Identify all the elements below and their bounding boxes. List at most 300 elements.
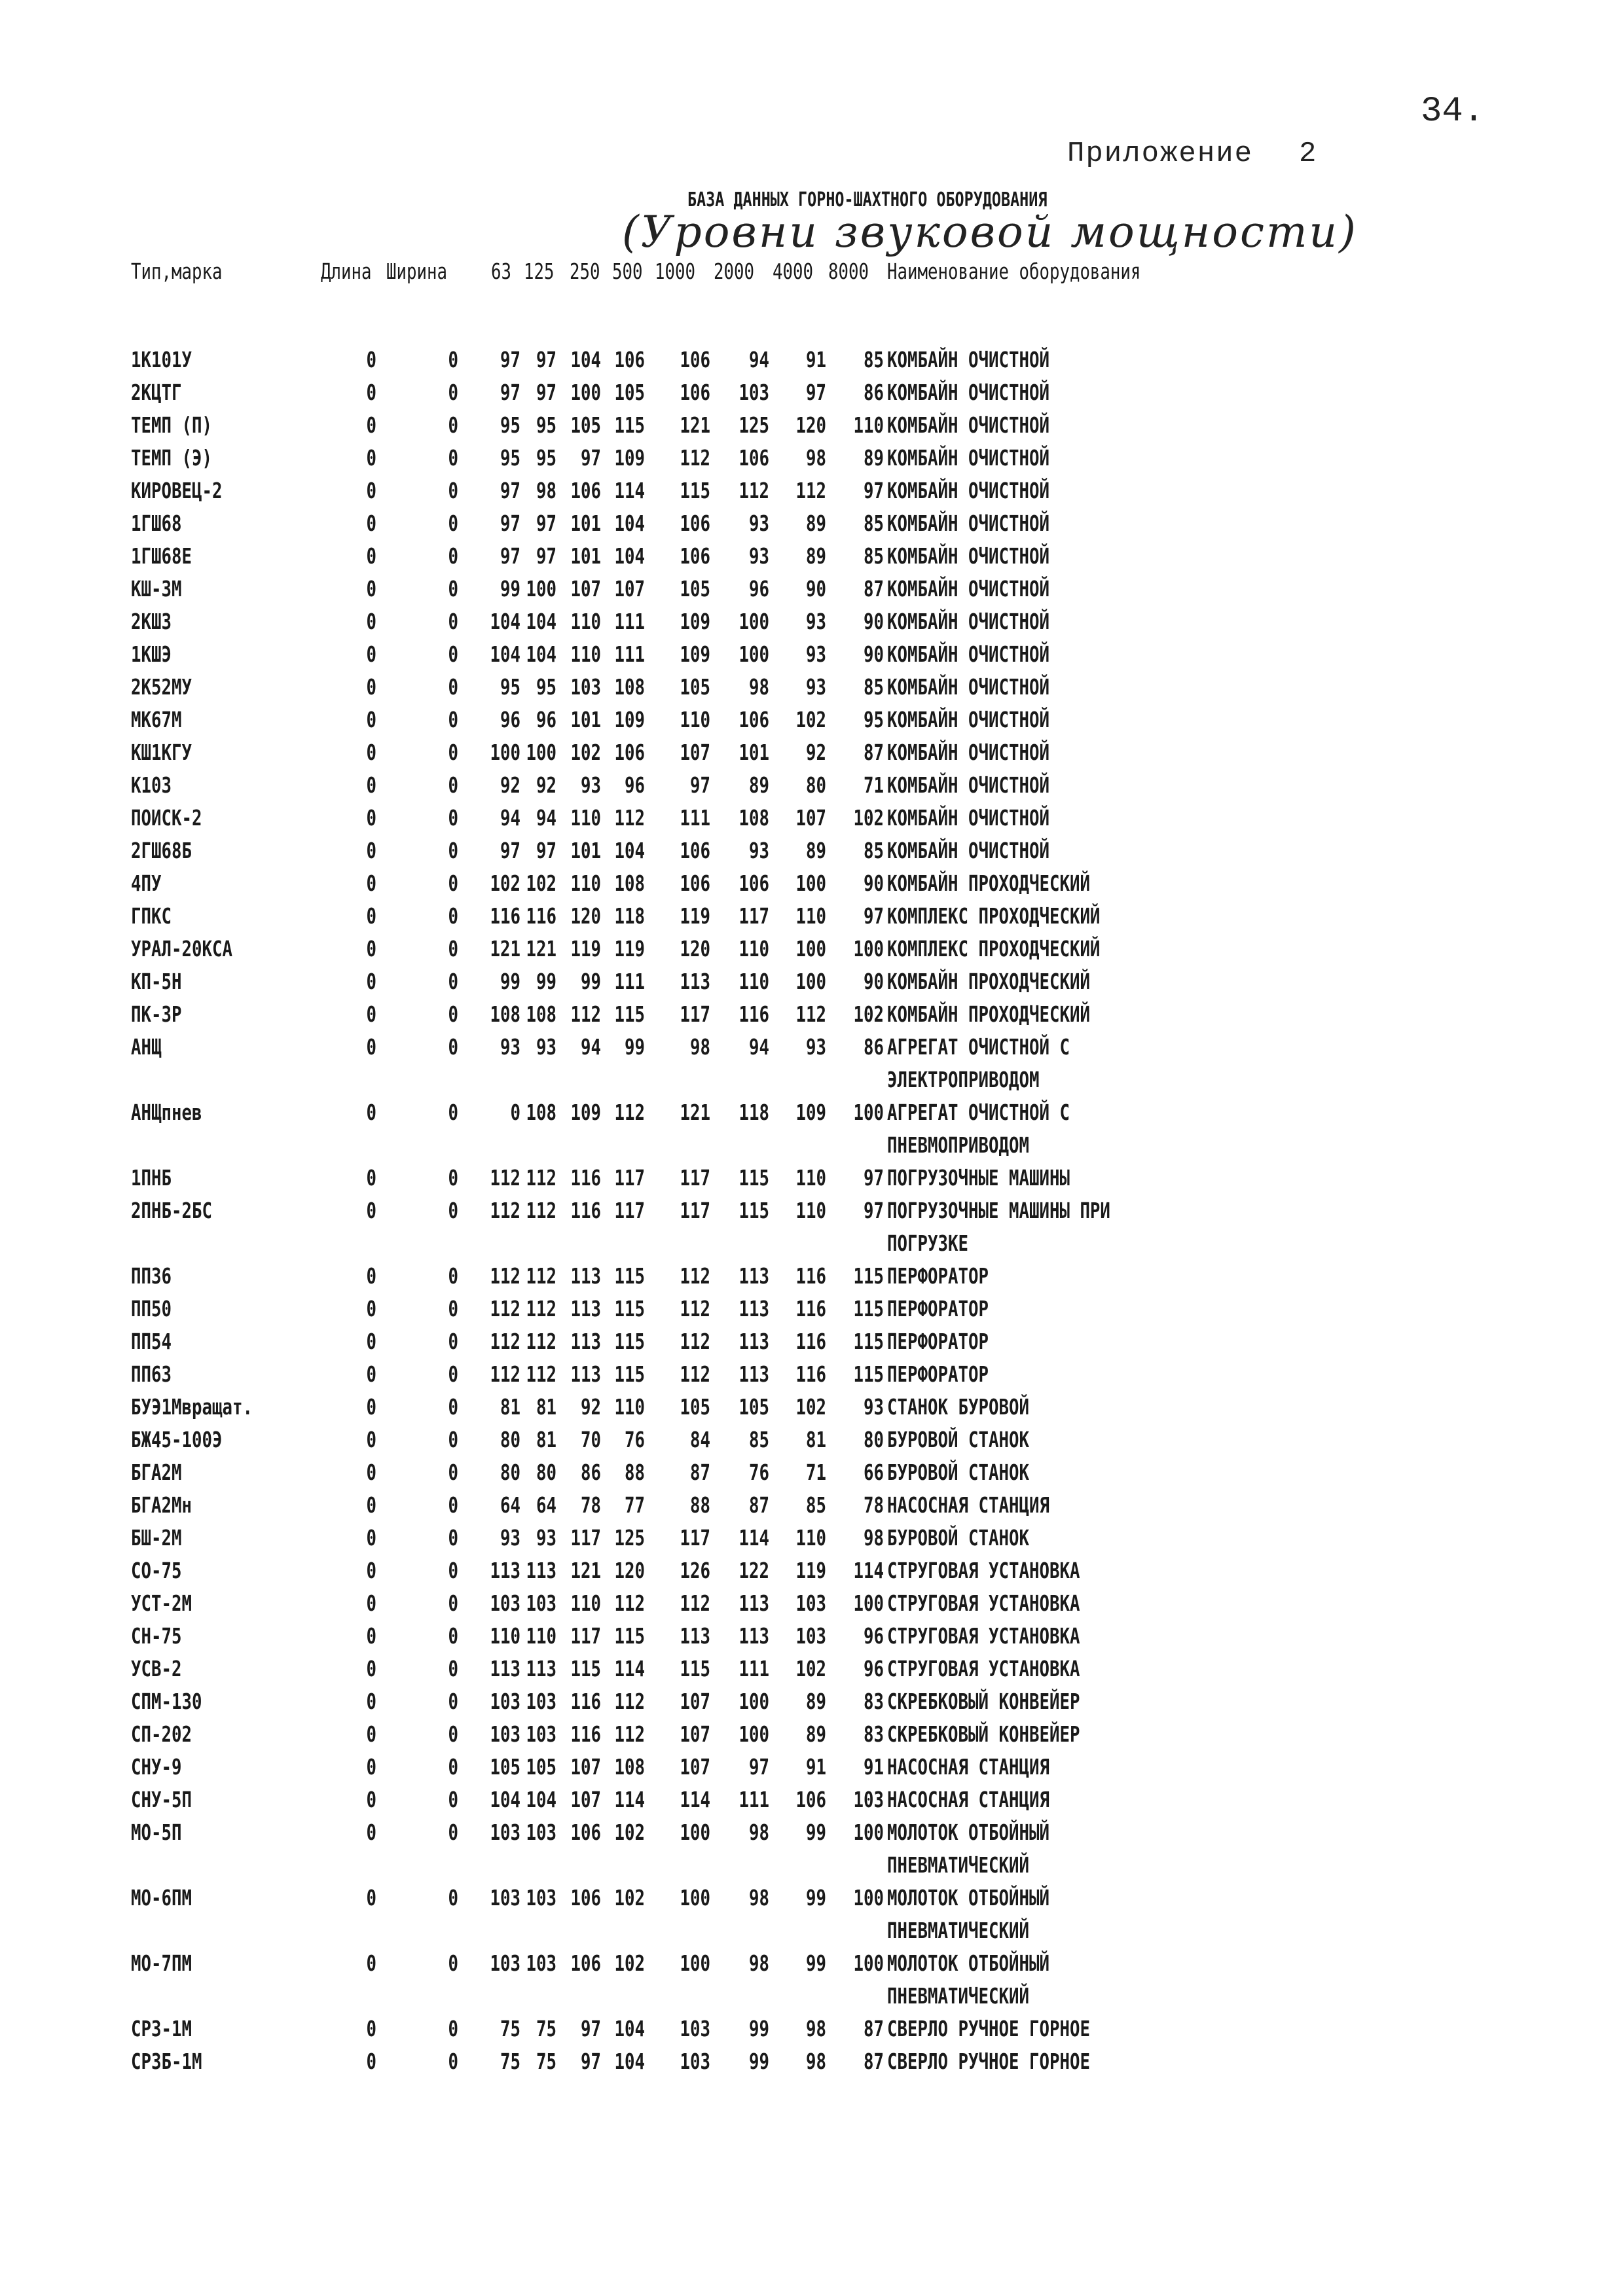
cell-level: 110 xyxy=(795,1198,826,1223)
cell-level: 93 xyxy=(805,1034,826,1060)
cell-type: СПМ-130 xyxy=(131,1689,202,1714)
cell-level: 117 xyxy=(570,1525,601,1551)
header-freq-250: 250 xyxy=(570,259,600,284)
cell-level: 89 xyxy=(805,1689,826,1714)
cell-level: 108 xyxy=(526,1001,556,1027)
cell-level: 110 xyxy=(680,707,710,732)
cell-level: 95 xyxy=(536,445,556,471)
table-row xyxy=(0,2016,1623,2049)
table-row xyxy=(0,445,1623,478)
cell-level: 112 xyxy=(526,1361,556,1387)
cell-name: СВЕРЛО РУЧНОЕ ГОРНОЕ xyxy=(887,2016,1090,2041)
cell-level: 113 xyxy=(739,1623,769,1649)
cell-level: 112 xyxy=(795,1001,826,1027)
cell-level: 89 xyxy=(805,511,826,536)
cell-level: 80 xyxy=(500,1460,520,1485)
cell-level: 66 xyxy=(863,1460,884,1485)
cell-level: 99 xyxy=(580,969,601,994)
cell-name: КОМБАЙН ОЧИСТНОЙ xyxy=(887,445,1049,471)
cell-level: 117 xyxy=(680,1165,710,1191)
cell-name: МОЛОТОК ОТБОЙНЫЙ xyxy=(887,1885,1049,1910)
table-row xyxy=(0,1100,1623,1158)
cell-level: 110 xyxy=(526,1623,556,1649)
cell-level: 111 xyxy=(614,641,645,667)
cell-length: 0 xyxy=(366,1885,376,1910)
cell-level: 102 xyxy=(795,1394,826,1420)
cell-type: СРЗБ-1М xyxy=(131,2049,202,2074)
cell-width: 0 xyxy=(448,1198,458,1223)
cell-level: 103 xyxy=(795,1590,826,1616)
cell-level: 114 xyxy=(614,1656,645,1681)
cell-level: 106 xyxy=(680,543,710,569)
cell-length: 0 xyxy=(366,1525,376,1551)
cell-level: 116 xyxy=(490,903,520,929)
cell-level: 112 xyxy=(739,478,769,503)
cell-level: 100 xyxy=(795,969,826,994)
cell-width: 0 xyxy=(448,543,458,569)
cell-level: 94 xyxy=(748,347,769,372)
cell-width: 0 xyxy=(448,1492,458,1518)
cell-level: 85 xyxy=(863,543,884,569)
cell-level: 97 xyxy=(500,347,520,372)
cell-level: 97 xyxy=(500,511,520,536)
cell-level: 112 xyxy=(680,445,710,471)
cell-type: БГА2М xyxy=(131,1460,182,1485)
cell-length: 0 xyxy=(366,1001,376,1027)
table-row xyxy=(0,1361,1623,1394)
cell-level: 75 xyxy=(500,2016,520,2041)
cell-level: 112 xyxy=(680,1263,710,1289)
cell-name: АГРЕГАТ ОЧИСТНОЙ С xyxy=(887,1034,1070,1060)
cell-name: МОЛОТОК ОТБОЙНЫЙ xyxy=(887,1820,1049,1845)
cell-level: 113 xyxy=(570,1329,601,1354)
cell-level: 113 xyxy=(739,1329,769,1354)
cell-length: 0 xyxy=(366,805,376,831)
cell-level: 117 xyxy=(614,1165,645,1191)
header-freq-63: 63 xyxy=(491,259,512,284)
cell-type: 1КШЭ xyxy=(131,641,172,667)
cell-level: 122 xyxy=(739,1558,769,1583)
cell-level: 115 xyxy=(853,1361,884,1387)
cell-type: ПП63 xyxy=(131,1361,172,1387)
cell-level: 96 xyxy=(863,1623,884,1649)
table-row xyxy=(0,1001,1623,1034)
cell-name: КОМБАЙН ОЧИСТНОЙ xyxy=(887,772,1049,798)
table-row xyxy=(0,740,1623,772)
cell-name: КОМБАЙН ОЧИСТНОЙ xyxy=(887,740,1049,765)
cell-level: 98 xyxy=(689,1034,710,1060)
cell-level: 113 xyxy=(680,969,710,994)
cell-width: 0 xyxy=(448,1787,458,1812)
cell-level: 93 xyxy=(536,1034,556,1060)
cell-name: ПОГРУЗОЧНЫЕ МАШИНЫ xyxy=(887,1165,1070,1191)
cell-name: СТРУГОВАЯ УСТАНОВКА xyxy=(887,1590,1080,1616)
header-freq-4000: 4000 xyxy=(773,259,813,284)
cell-length: 0 xyxy=(366,1427,376,1452)
cell-level: 85 xyxy=(805,1492,826,1518)
handwritten-subtitle: (Уровни звуковой мощности) xyxy=(622,207,1358,257)
cell-width: 0 xyxy=(448,1754,458,1780)
cell-name: НАСОСНАЯ СТАНЦИЯ xyxy=(887,1787,1049,1812)
cell-level: 98 xyxy=(805,2016,826,2041)
cell-name: КОМПЛЕКС ПРОХОДЧЕСКИЙ xyxy=(887,936,1101,961)
cell-name: КОМБАЙН ОЧИСТНОЙ xyxy=(887,576,1049,601)
cell-level: 114 xyxy=(739,1525,769,1551)
cell-level: 85 xyxy=(863,838,884,863)
cell-level: 112 xyxy=(614,1689,645,1714)
cell-level: 113 xyxy=(490,1656,520,1681)
cell-level: 112 xyxy=(526,1198,556,1223)
cell-level: 99 xyxy=(805,1820,826,1845)
cell-type: 1ПНБ xyxy=(131,1165,172,1191)
table-row xyxy=(0,936,1623,969)
cell-level: 94 xyxy=(748,1034,769,1060)
cell-level: 103 xyxy=(490,1950,520,1976)
cell-type: МК67М xyxy=(131,707,182,732)
cell-level: 106 xyxy=(795,1787,826,1812)
cell-level: 104 xyxy=(570,347,601,372)
cell-level: 75 xyxy=(536,2049,556,2074)
cell-level: 98 xyxy=(748,674,769,700)
cell-type: КП-5Н xyxy=(131,969,182,994)
cell-level: 100 xyxy=(526,576,556,601)
cell-level: 97 xyxy=(536,838,556,863)
cell-level: 100 xyxy=(853,1950,884,1976)
cell-width: 0 xyxy=(448,2016,458,2041)
cell-name-continued: ПНЕВМАТИЧЕСКИЙ xyxy=(887,1918,1029,1943)
cell-level: 112 xyxy=(614,1100,645,1125)
cell-level: 75 xyxy=(536,2016,556,2041)
cell-level: 120 xyxy=(680,936,710,961)
cell-level: 97 xyxy=(500,543,520,569)
cell-level: 104 xyxy=(614,511,645,536)
header-freq-500: 500 xyxy=(612,259,643,284)
cell-level: 93 xyxy=(805,609,826,634)
cell-level: 117 xyxy=(614,1198,645,1223)
cell-length: 0 xyxy=(366,969,376,994)
table-row xyxy=(0,1165,1623,1198)
cell-level: 106 xyxy=(680,347,710,372)
cell-type: ПК-3Р xyxy=(131,1001,182,1027)
cell-level: 115 xyxy=(614,1361,645,1387)
cell-length: 0 xyxy=(366,1329,376,1354)
cell-level: 113 xyxy=(570,1361,601,1387)
cell-length: 0 xyxy=(366,412,376,438)
cell-level: 112 xyxy=(526,1296,556,1321)
cell-level: 116 xyxy=(795,1263,826,1289)
cell-level: 87 xyxy=(863,576,884,601)
cell-level: 0 xyxy=(510,1100,520,1125)
cell-level: 105 xyxy=(680,674,710,700)
cell-level: 78 xyxy=(580,1492,601,1518)
cell-type: СРЗ-1М xyxy=(131,2016,192,2041)
cell-type: СНУ-9 xyxy=(131,1754,182,1780)
cell-level: 107 xyxy=(680,740,710,765)
cell-level: 107 xyxy=(680,1689,710,1714)
cell-level: 97 xyxy=(805,380,826,405)
cell-width: 0 xyxy=(448,478,458,503)
cell-level: 100 xyxy=(853,1820,884,1845)
cell-level: 87 xyxy=(863,2049,884,2074)
cell-level: 105 xyxy=(490,1754,520,1780)
cell-name: КОМБАЙН ОЧИСТНОЙ xyxy=(887,707,1049,732)
cell-level: 112 xyxy=(680,1590,710,1616)
cell-level: 89 xyxy=(805,543,826,569)
cell-level: 112 xyxy=(490,1198,520,1223)
cell-level: 94 xyxy=(580,1034,601,1060)
table-row xyxy=(0,1656,1623,1689)
cell-type: ПП36 xyxy=(131,1263,172,1289)
cell-name-continued: ПНЕВМАТИЧЕСКИЙ xyxy=(887,1983,1029,2009)
cell-level: 113 xyxy=(739,1263,769,1289)
cell-level: 112 xyxy=(680,1296,710,1321)
cell-type: ГПКС xyxy=(131,903,172,929)
cell-level: 113 xyxy=(526,1558,556,1583)
cell-level: 115 xyxy=(680,478,710,503)
cell-level: 103 xyxy=(526,1950,556,1976)
cell-level: 115 xyxy=(614,412,645,438)
cell-level: 96 xyxy=(536,707,556,732)
cell-name: ПЕРФОРАТОР xyxy=(887,1296,989,1321)
cell-level: 103 xyxy=(680,2016,710,2041)
cell-level: 106 xyxy=(739,445,769,471)
cell-level: 106 xyxy=(570,1885,601,1910)
cell-level: 110 xyxy=(570,641,601,667)
cell-level: 64 xyxy=(536,1492,556,1518)
cell-name: ПЕРФОРАТОР xyxy=(887,1329,989,1354)
cell-level: 109 xyxy=(680,609,710,634)
cell-width: 0 xyxy=(448,1885,458,1910)
cell-level: 115 xyxy=(614,1623,645,1649)
cell-width: 0 xyxy=(448,2049,458,2074)
cell-name-continued: ПНЕВМАТИЧЕСКИЙ xyxy=(887,1852,1029,1878)
table-row xyxy=(0,511,1623,543)
cell-level: 85 xyxy=(863,347,884,372)
cell-level: 103 xyxy=(526,1820,556,1845)
cell-level: 83 xyxy=(863,1689,884,1714)
cell-level: 96 xyxy=(863,1656,884,1681)
cell-name: КОМБАЙН ОЧИСТНОЙ xyxy=(887,609,1049,634)
cell-level: 116 xyxy=(570,1689,601,1714)
cell-level: 112 xyxy=(526,1263,556,1289)
cell-level: 115 xyxy=(680,1656,710,1681)
cell-name: КОМБАЙН ОЧИСТНОЙ xyxy=(887,543,1049,569)
cell-level: 110 xyxy=(739,969,769,994)
cell-level: 104 xyxy=(490,641,520,667)
cell-level: 80 xyxy=(805,772,826,798)
cell-level: 81 xyxy=(500,1394,520,1420)
cell-level: 121 xyxy=(490,936,520,961)
cell-level: 110 xyxy=(490,1623,520,1649)
cell-length: 0 xyxy=(366,740,376,765)
cell-level: 119 xyxy=(570,936,601,961)
cell-level: 114 xyxy=(680,1787,710,1812)
cell-width: 0 xyxy=(448,1525,458,1551)
cell-level: 112 xyxy=(490,1361,520,1387)
cell-level: 97 xyxy=(580,2016,601,2041)
cell-level: 84 xyxy=(689,1427,710,1452)
cell-type: УРАЛ-20КСА xyxy=(131,936,232,961)
cell-length: 0 xyxy=(366,936,376,961)
header-type: Тип,марка xyxy=(131,259,223,284)
table-row xyxy=(0,1820,1623,1878)
cell-level: 101 xyxy=(570,511,601,536)
cell-level: 110 xyxy=(795,903,826,929)
cell-level: 102 xyxy=(795,1656,826,1681)
cell-length: 0 xyxy=(366,1263,376,1289)
header-length: Длина xyxy=(321,259,372,284)
cell-length: 0 xyxy=(366,674,376,700)
table-row xyxy=(0,1623,1623,1656)
cell-width: 0 xyxy=(448,1590,458,1616)
table-row xyxy=(0,1689,1623,1721)
cell-length: 0 xyxy=(366,641,376,667)
cell-level: 90 xyxy=(863,641,884,667)
cell-name-continued: ПНЕВМОПРИВОДОМ xyxy=(887,1132,1029,1158)
cell-level: 90 xyxy=(863,870,884,896)
cell-level: 93 xyxy=(536,1525,556,1551)
cell-level: 86 xyxy=(580,1460,601,1485)
cell-level: 89 xyxy=(805,1721,826,1747)
cell-name: БУРОВОЙ СТАНОК xyxy=(887,1460,1029,1485)
cell-level: 119 xyxy=(614,936,645,961)
cell-level: 113 xyxy=(490,1558,520,1583)
cell-type: ТЕМП (П) xyxy=(131,412,212,438)
header-freq-2000: 2000 xyxy=(714,259,754,284)
cell-level: 111 xyxy=(680,805,710,831)
cell-level: 117 xyxy=(680,1525,710,1551)
cell-type: СНУ-5П xyxy=(131,1787,192,1812)
cell-level: 112 xyxy=(680,1361,710,1387)
cell-width: 0 xyxy=(448,412,458,438)
cell-level: 93 xyxy=(580,772,601,798)
cell-level: 104 xyxy=(490,1787,520,1812)
cell-width: 0 xyxy=(448,1034,458,1060)
cell-type: 2КЦТГ xyxy=(131,380,182,405)
cell-level: 107 xyxy=(570,1787,601,1812)
cell-width: 0 xyxy=(448,1427,458,1452)
cell-level: 91 xyxy=(805,347,826,372)
cell-level: 106 xyxy=(739,870,769,896)
cell-level: 97 xyxy=(536,347,556,372)
header-freq-8000: 8000 xyxy=(828,259,869,284)
cell-level: 100 xyxy=(795,870,826,896)
cell-level: 100 xyxy=(853,1885,884,1910)
table-row xyxy=(0,707,1623,740)
cell-level: 117 xyxy=(680,1198,710,1223)
cell-level: 87 xyxy=(748,1492,769,1518)
cell-level: 103 xyxy=(680,2049,710,2074)
cell-level: 102 xyxy=(614,1950,645,1976)
cell-type: 1ГШ68Е xyxy=(131,543,192,569)
cell-name: ПЕРФОРАТОР xyxy=(887,1361,989,1387)
cell-level: 112 xyxy=(614,1590,645,1616)
cell-level: 110 xyxy=(795,1525,826,1551)
cell-width: 0 xyxy=(448,1623,458,1649)
cell-level: 77 xyxy=(624,1492,645,1518)
cell-level: 97 xyxy=(863,478,884,503)
cell-level: 119 xyxy=(795,1558,826,1583)
header-name: Наименование оборудования xyxy=(887,259,1141,284)
cell-level: 76 xyxy=(624,1427,645,1452)
cell-level: 87 xyxy=(689,1460,710,1485)
cell-level: 95 xyxy=(536,674,556,700)
cell-type: 2ПНБ-2БС xyxy=(131,1198,212,1223)
cell-level: 98 xyxy=(863,1525,884,1551)
cell-length: 0 xyxy=(366,1198,376,1223)
cell-length: 0 xyxy=(366,772,376,798)
cell-level: 105 xyxy=(614,380,645,405)
cell-level: 93 xyxy=(500,1525,520,1551)
cell-level: 103 xyxy=(795,1623,826,1649)
cell-name: КОМБАЙН ОЧИСТНОЙ xyxy=(887,641,1049,667)
table-row xyxy=(0,1263,1623,1296)
cell-width: 0 xyxy=(448,1296,458,1321)
cell-length: 0 xyxy=(366,838,376,863)
cell-level: 121 xyxy=(570,1558,601,1583)
cell-level: 88 xyxy=(624,1460,645,1485)
cell-level: 112 xyxy=(795,478,826,503)
cell-level: 107 xyxy=(570,576,601,601)
cell-type: МО-7ПМ xyxy=(131,1950,192,1976)
cell-level: 97 xyxy=(500,380,520,405)
table-row xyxy=(0,576,1623,609)
cell-level: 106 xyxy=(739,707,769,732)
cell-length: 0 xyxy=(366,1100,376,1125)
cell-width: 0 xyxy=(448,1460,458,1485)
cell-type: СО-75 xyxy=(131,1558,182,1583)
cell-level: 78 xyxy=(863,1492,884,1518)
cell-length: 0 xyxy=(366,609,376,634)
cell-level: 121 xyxy=(680,412,710,438)
cell-level: 93 xyxy=(500,1034,520,1060)
cell-width: 0 xyxy=(448,445,458,471)
cell-length: 0 xyxy=(366,903,376,929)
cell-width: 0 xyxy=(448,1263,458,1289)
cell-level: 97 xyxy=(689,772,710,798)
cell-level: 93 xyxy=(748,511,769,536)
table-row xyxy=(0,1885,1623,1943)
cell-level: 100 xyxy=(795,936,826,961)
cell-length: 0 xyxy=(366,870,376,896)
cell-level: 116 xyxy=(739,1001,769,1027)
cell-length: 0 xyxy=(366,1689,376,1714)
cell-level: 94 xyxy=(536,805,556,831)
cell-length: 0 xyxy=(366,380,376,405)
cell-level: 87 xyxy=(863,2016,884,2041)
cell-type: 2КШ3 xyxy=(131,609,172,634)
cell-level: 106 xyxy=(680,870,710,896)
cell-width: 0 xyxy=(448,805,458,831)
cell-level: 113 xyxy=(570,1296,601,1321)
cell-name: СВЕРЛО РУЧНОЕ ГОРНОЕ xyxy=(887,2049,1090,2074)
cell-level: 100 xyxy=(680,1950,710,1976)
cell-name-continued: ПОГРУЗКЕ xyxy=(887,1230,968,1256)
cell-level: 101 xyxy=(570,838,601,863)
cell-level: 115 xyxy=(739,1165,769,1191)
cell-level: 105 xyxy=(680,576,710,601)
cell-name: АГРЕГАТ ОЧИСТНОЙ С xyxy=(887,1100,1070,1125)
cell-level: 76 xyxy=(748,1460,769,1485)
cell-level: 99 xyxy=(536,969,556,994)
cell-name: НАСОСНАЯ СТАНЦИЯ xyxy=(887,1754,1049,1780)
cell-level: 105 xyxy=(526,1754,556,1780)
cell-level: 100 xyxy=(853,1590,884,1616)
cell-level: 106 xyxy=(680,511,710,536)
cell-level: 113 xyxy=(680,1623,710,1649)
cell-type: АНЩ xyxy=(131,1034,162,1060)
cell-level: 108 xyxy=(614,674,645,700)
